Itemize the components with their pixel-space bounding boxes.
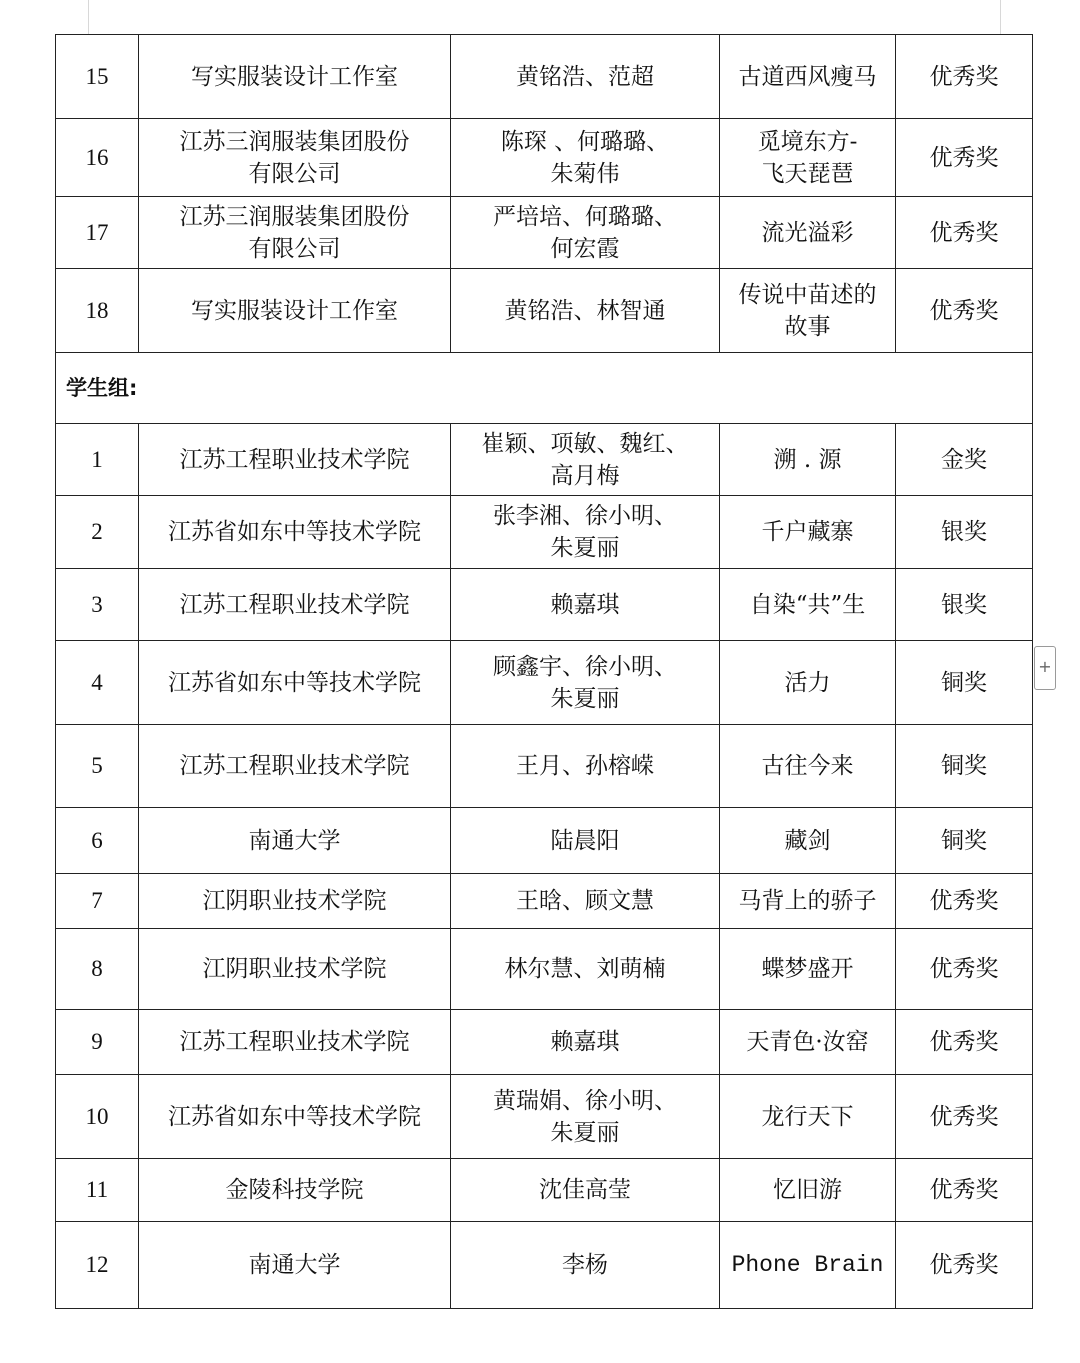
cell-authors-line: 赖嘉琪 [550, 1029, 620, 1055]
cell-award: 优秀奖 [896, 35, 1033, 119]
cell-work-title-line: 藏剑 [784, 827, 831, 854]
cell-unit [139, 424, 451, 496]
cell-number: 5 [56, 725, 139, 808]
cell-authors-line: 朱夏丽 [550, 535, 620, 561]
cell-authors-line: 何宏霞 [550, 235, 620, 262]
cell-unit-line: 江苏工程职业技术学院 [179, 446, 410, 473]
table-row [56, 424, 1033, 496]
cell-unit-line: 南通大学 [248, 827, 341, 854]
cell-work-title [720, 1075, 896, 1159]
cell-number: 1 [56, 424, 139, 496]
cell-work-title [720, 35, 896, 119]
cell-unit [139, 35, 451, 119]
cell-work-title [720, 641, 896, 725]
cell-award: 优秀奖 [896, 197, 1033, 269]
cell-authors [451, 874, 720, 929]
cell-award: 银奖 [896, 496, 1033, 569]
cell-work-title [720, 119, 896, 197]
cell-work-title-line: 古道西风瘦马 [738, 63, 877, 90]
cell-work-title-line: 飞天琵琶 [761, 160, 854, 187]
cell-work-title [720, 424, 896, 496]
cell-authors-line: 高月梅 [550, 462, 620, 489]
cell-work-title [720, 269, 896, 353]
cell-award: 优秀奖 [896, 1222, 1033, 1309]
cell-work-title-line: 古往今来 [761, 753, 854, 779]
table-row [56, 1222, 1033, 1309]
cell-work-title-line: 自染“共”生 [749, 591, 866, 618]
cell-authors [451, 496, 720, 569]
cell-number: 8 [56, 929, 139, 1010]
cell-unit-line: 江阴职业技术学院 [202, 888, 387, 914]
cell-unit [139, 725, 451, 808]
cell-work-title-line: 故事 [784, 313, 831, 340]
cell-number: 18 [56, 269, 139, 353]
cell-work-title [720, 569, 896, 641]
cell-unit-line: 写实服装设计工作室 [191, 63, 398, 90]
cell-authors-line: 朱夏丽 [550, 685, 620, 712]
cell-authors [451, 1075, 720, 1159]
cell-authors [451, 725, 720, 808]
cell-authors [451, 569, 720, 641]
cell-work-title-line: 千户藏寨 [761, 519, 854, 545]
cell-number: 2 [56, 496, 139, 569]
cell-unit-line: 江苏三润服装集团股份 [179, 203, 410, 230]
section-title: 学生组: [56, 353, 1033, 424]
cell-work-title [720, 929, 896, 1010]
cell-award: 铜奖 [896, 808, 1033, 874]
cell-work-title-line: 忆旧游 [773, 1177, 842, 1203]
cell-award: 优秀奖 [896, 1159, 1033, 1222]
table-row [56, 929, 1033, 1010]
cell-award: 优秀奖 [896, 119, 1033, 197]
table-row [56, 119, 1033, 197]
cell-authors-line: 严培培、何璐璐、 [493, 203, 677, 230]
cell-unit-line: 南通大学 [248, 1252, 341, 1278]
cell-work-title [720, 496, 896, 569]
cell-unit-line: 有限公司 [248, 160, 341, 187]
cell-authors [451, 1222, 720, 1309]
cell-unit-line: 江阴职业技术学院 [202, 956, 387, 982]
cell-authors [451, 641, 720, 725]
table-row [56, 725, 1033, 808]
cell-unit-line: 金陵科技学院 [225, 1177, 364, 1203]
cell-authors-line: 朱夏丽 [550, 1119, 620, 1146]
cell-number: 7 [56, 874, 139, 929]
cell-number: 11 [56, 1159, 139, 1222]
cell-work-title [720, 1222, 896, 1309]
cell-authors [451, 197, 720, 269]
cell-unit-line: 江苏省如东中等技术学院 [168, 1103, 421, 1130]
table-row [56, 197, 1033, 269]
cell-authors [451, 929, 720, 1010]
table-row [56, 808, 1033, 874]
cell-number: 17 [56, 197, 139, 269]
cell-unit [139, 569, 451, 641]
cell-authors-line: 朱菊伟 [550, 160, 620, 187]
cell-authors [451, 808, 720, 874]
cell-authors [451, 424, 720, 496]
cell-unit [139, 119, 451, 197]
cell-work-title [720, 808, 896, 874]
cell-unit-line: 江苏省如东中等技术学院 [168, 669, 421, 696]
cell-award: 优秀奖 [896, 929, 1033, 1010]
cell-work-title-line: 蝶梦盛开 [761, 956, 854, 982]
cell-unit-line: 江苏工程职业技术学院 [179, 591, 410, 618]
add-row-button[interactable]: + [1034, 646, 1056, 690]
cell-number: 12 [56, 1222, 139, 1309]
cell-work-title [720, 725, 896, 808]
cell-authors [451, 119, 720, 197]
cell-work-title [720, 1159, 896, 1222]
cell-award: 优秀奖 [896, 1010, 1033, 1075]
cell-work-title-line: 天青色·汝窑 [746, 1029, 869, 1055]
cell-unit [139, 641, 451, 725]
table-row [56, 269, 1033, 353]
cell-unit-line: 写实服装设计工作室 [191, 297, 398, 324]
awards-table [55, 34, 1033, 1309]
cell-work-title-line: 流光溢彩 [761, 219, 854, 246]
cell-number: 16 [56, 119, 139, 197]
cell-authors-line: 顾鑫宇、徐小明、 [493, 653, 677, 680]
cell-authors-line: 赖嘉琪 [550, 591, 620, 618]
table-row [56, 496, 1033, 569]
cell-authors-line: 张李湘、徐小明、 [493, 503, 677, 529]
cell-work-title-line: 龙行天下 [761, 1103, 854, 1130]
cell-authors-line: 黄铭浩、林智通 [504, 297, 666, 324]
cell-unit [139, 269, 451, 353]
cell-number: 3 [56, 569, 139, 641]
cell-unit-line: 有限公司 [248, 235, 341, 262]
cell-authors [451, 269, 720, 353]
page-margin-guide-right [1000, 0, 1001, 34]
cell-unit [139, 874, 451, 929]
cell-award: 金奖 [896, 424, 1033, 496]
cell-authors-line: 李杨 [562, 1252, 608, 1278]
cell-work-title-line: 传说中苗述的 [738, 281, 877, 308]
cell-work-title-line: 活力 [784, 669, 831, 696]
cell-authors-line: 林尔慧、刘萌楠 [504, 956, 666, 982]
cell-unit [139, 197, 451, 269]
cell-authors-line: 陈琛 、何璐璐、 [500, 128, 670, 155]
cell-unit [139, 808, 451, 874]
cell-authors-line: 王月、孙榕嵘 [516, 753, 654, 779]
cell-award: 优秀奖 [896, 1075, 1033, 1159]
cell-work-title-line: 溯 . 源 [773, 446, 842, 473]
table-row [56, 35, 1033, 119]
cell-work-title-line: Phone Brain [731, 1252, 884, 1278]
cell-number: 4 [56, 641, 139, 725]
table-row [56, 1159, 1033, 1222]
cell-authors-line: 陆晨阳 [550, 827, 620, 854]
cell-number: 10 [56, 1075, 139, 1159]
cell-unit-line: 江苏工程职业技术学院 [179, 1029, 410, 1055]
table-row [56, 874, 1033, 929]
cell-unit [139, 1159, 451, 1222]
cell-award: 优秀奖 [896, 874, 1033, 929]
cell-unit [139, 1075, 451, 1159]
cell-award: 银奖 [896, 569, 1033, 641]
cell-work-title-line: 马背上的骄子 [738, 888, 877, 914]
cell-unit [139, 929, 451, 1010]
cell-number: 15 [56, 35, 139, 119]
cell-authors-line: 崔颖、项敏、魏红、 [481, 430, 689, 457]
cell-work-title [720, 874, 896, 929]
cell-unit-line: 江苏省如东中等技术学院 [168, 519, 421, 545]
cell-work-title-line: 觅境东方- [757, 128, 858, 155]
cell-award: 优秀奖 [896, 269, 1033, 353]
cell-authors-line: 王晗、顾文慧 [516, 888, 654, 914]
cell-authors [451, 1159, 720, 1222]
table-row [56, 1010, 1033, 1075]
cell-authors [451, 1010, 720, 1075]
cell-number: 6 [56, 808, 139, 874]
table-row [56, 569, 1033, 641]
cell-unit-line: 江苏三润服装集团股份 [179, 128, 410, 155]
cell-authors-line: 沈佳高莹 [539, 1177, 631, 1203]
cell-authors [451, 35, 720, 119]
cell-authors-line: 黄瑞娟、徐小明、 [493, 1087, 677, 1114]
cell-unit [139, 496, 451, 569]
cell-work-title [720, 197, 896, 269]
cell-number: 9 [56, 1010, 139, 1075]
cell-award: 铜奖 [896, 725, 1033, 808]
awards-table-body [56, 35, 1033, 1309]
section-header-row [56, 353, 1033, 424]
cell-unit [139, 1222, 451, 1309]
cell-unit [139, 1010, 451, 1075]
cell-work-title [720, 1010, 896, 1075]
cell-authors-line: 黄铭浩、范超 [516, 63, 654, 90]
table-row [56, 641, 1033, 725]
table-row [56, 1075, 1033, 1159]
cell-unit-line: 江苏工程职业技术学院 [179, 753, 410, 779]
page-margin-guide-left [88, 0, 89, 34]
cell-award: 铜奖 [896, 641, 1033, 725]
